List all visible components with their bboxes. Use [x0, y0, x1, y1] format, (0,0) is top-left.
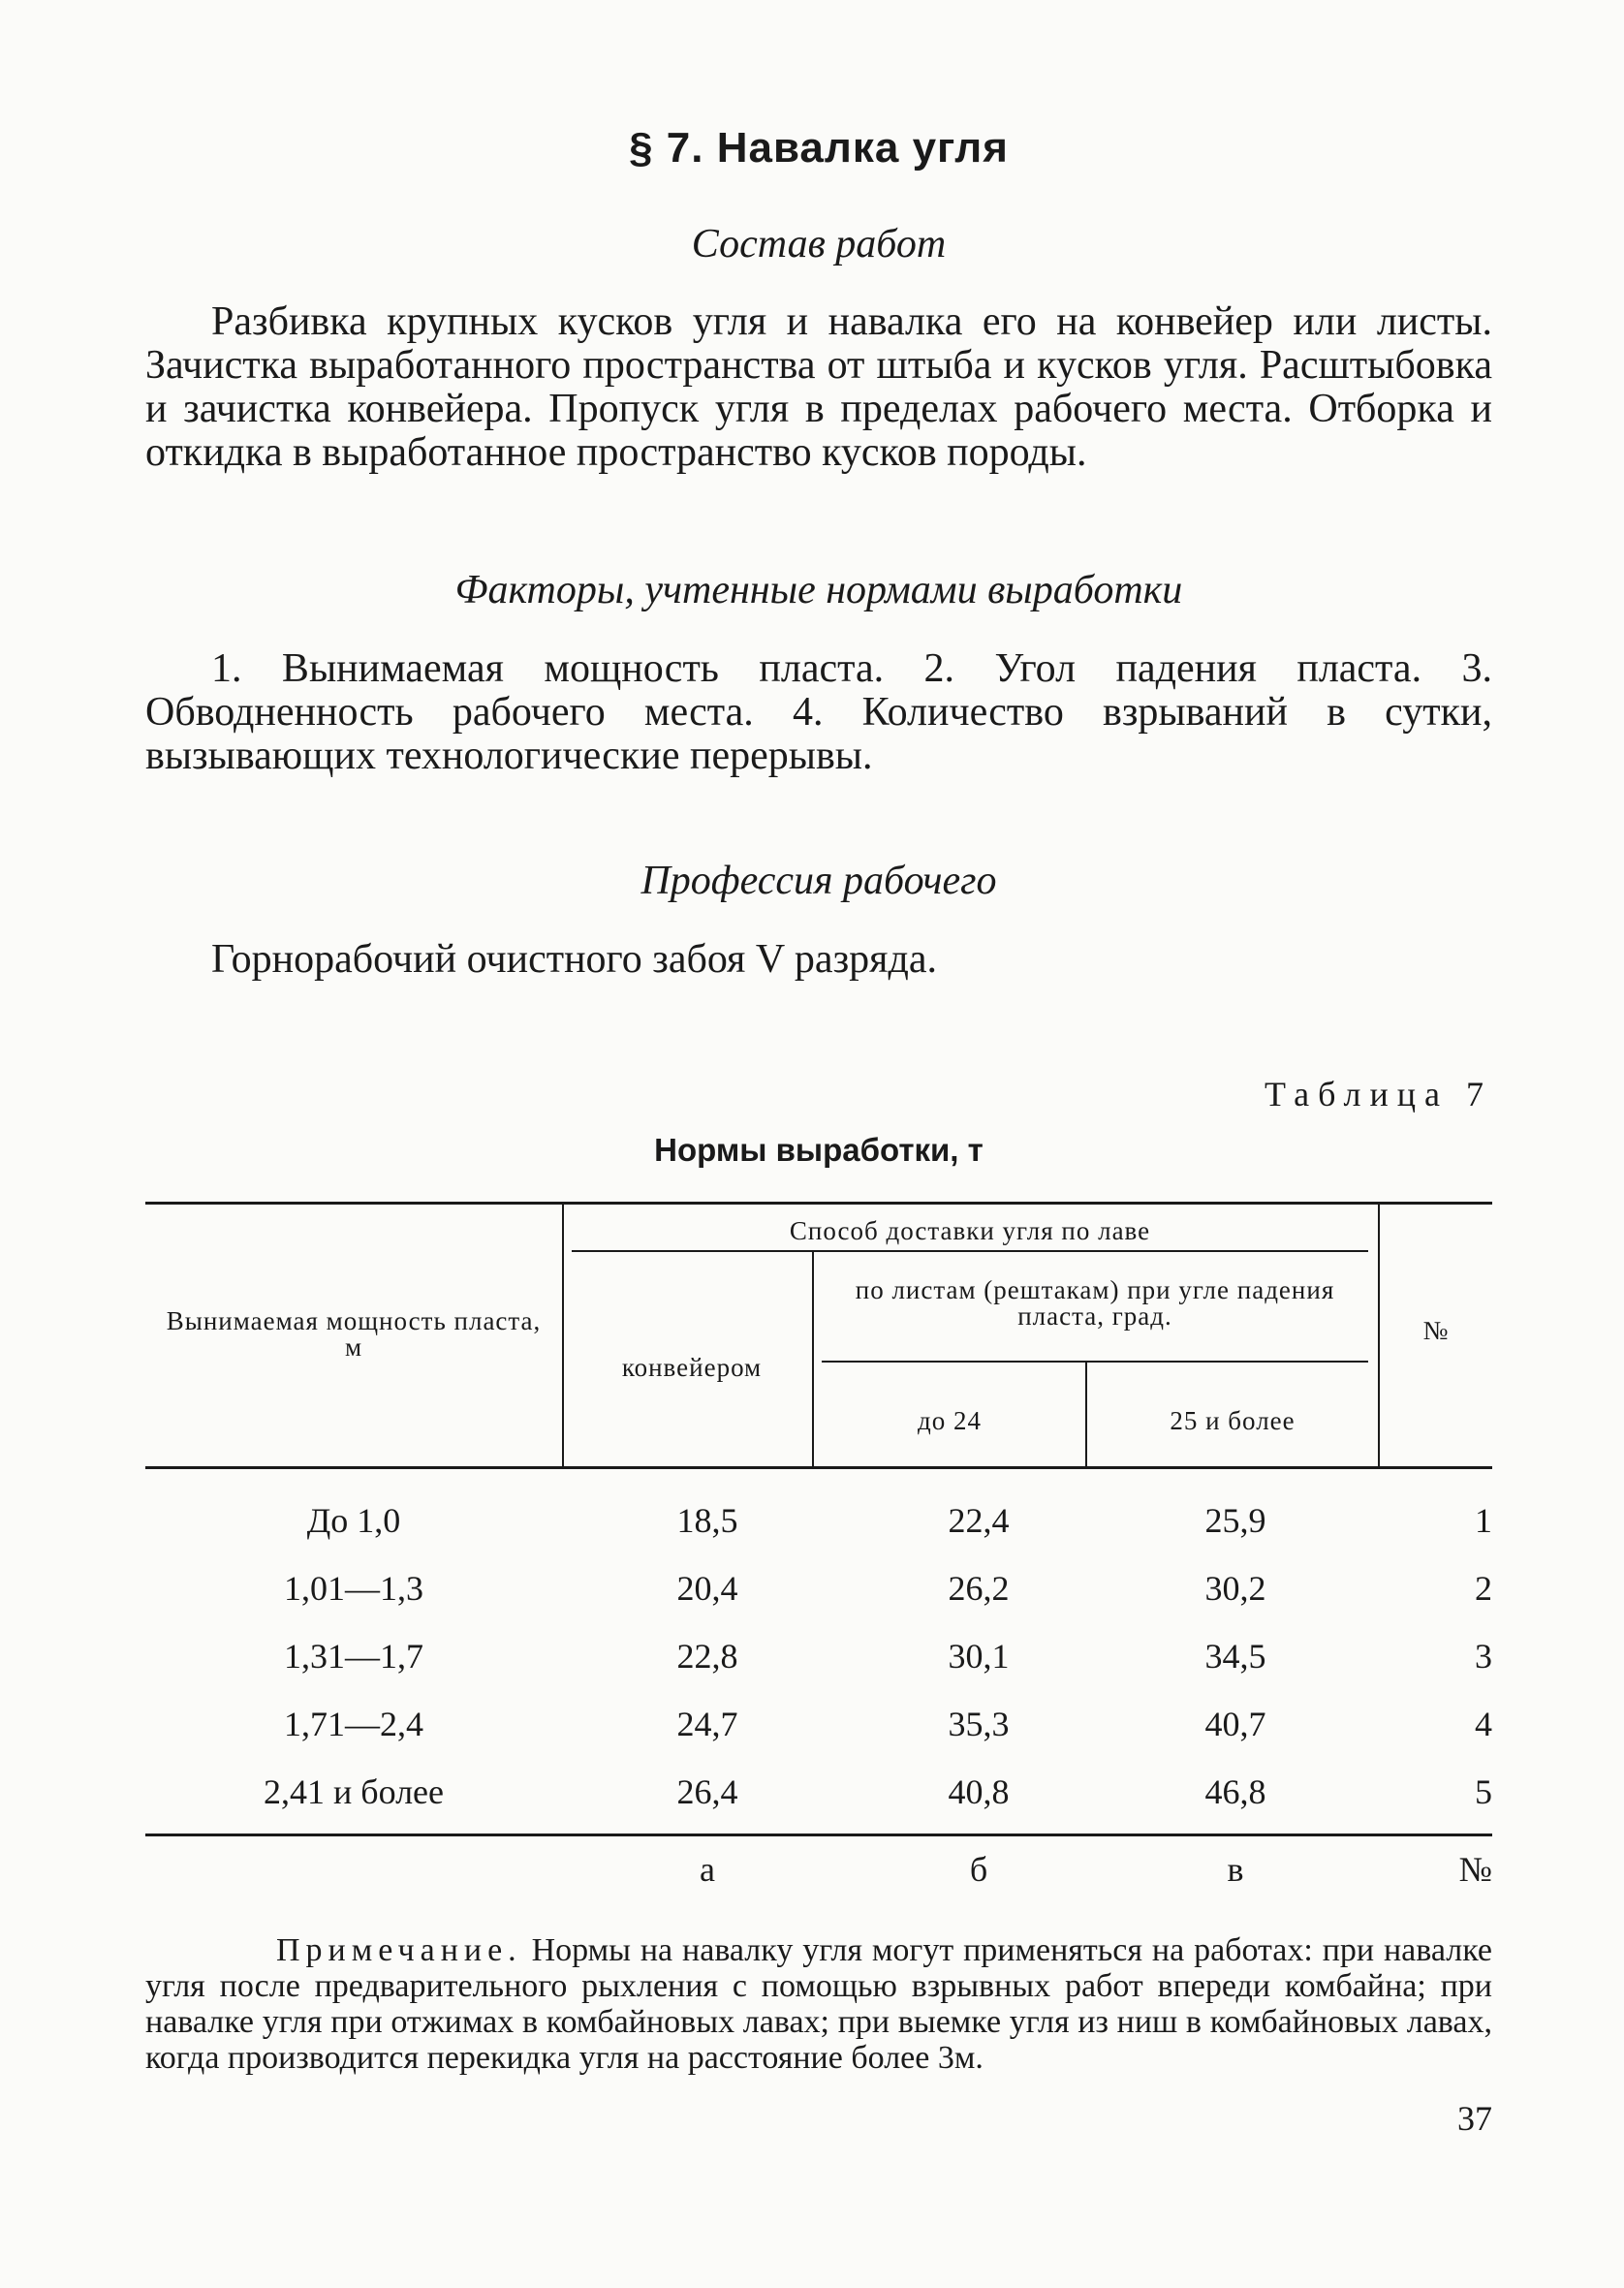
- cell-num: 1: [1475, 1501, 1492, 1540]
- header-rule: [822, 1361, 1368, 1363]
- header-thickness: Вынимаемая мощность пласта, м: [166, 1306, 542, 1362]
- composition-heading: Состав работ: [691, 222, 947, 266]
- cell-thickness: 1,71—2,4: [284, 1705, 423, 1743]
- footer-num: №: [1458, 1850, 1492, 1889]
- note-text: Нормы на навалку угля могут применяться на работах: при навалке угля после предварительного рыхления с помощью взрывных работ впереди комбайна; при навалке угля при отжимах в комбайновых лавах; при выемке угля из ниш в комбайновых лавах, когда производится перекидка угля на расстояние более 3м.: [145, 1932, 1493, 2076]
- header-sheets: по листам (рештакам) при угле падения пласта, град.: [855, 1275, 1335, 1331]
- cell-upto24: 30,1: [948, 1637, 1010, 1676]
- header-conveyor: конвейером: [621, 1353, 763, 1382]
- profession-heading: Профессия рабочего: [640, 859, 997, 903]
- cell-thickness: 1,31—1,7: [284, 1637, 423, 1676]
- header-from25: 25 и более: [1170, 1406, 1296, 1435]
- factors-text: 1. Вынимаемая мощность пласта. 2. Угол падения пласта. 3. Обводненность рабочего места. 4. Количество взрываний в сутки, вызывающих технологические перерывы.: [145, 646, 1492, 778]
- cell-thickness: 1,01—1,3: [284, 1569, 423, 1608]
- table-caption: Нормы выработки, т: [654, 1132, 984, 1168]
- cell-num: 3: [1475, 1637, 1492, 1676]
- cell-conveyor: 18,5: [676, 1501, 738, 1540]
- header-divider: [562, 1205, 564, 1466]
- note-label: Примечание.: [276, 1932, 522, 1968]
- footer-a: а: [700, 1850, 715, 1889]
- header-rule: [572, 1250, 1368, 1252]
- composition-text: Разбивка крупных кусков угля и навалка его на конвейер или листы. Зачистка выработанного пространства от штыба и кусков угля. Расштыбовка и зачистка конвейера. Пропуск угля в пределах рабочего места. Отборка и откидка в выработанное пространство кусков породы.: [145, 299, 1492, 475]
- footer-b: б: [969, 1850, 988, 1889]
- table-number: Таблица 7: [1265, 1075, 1492, 1113]
- cell-upto24: 26,2: [948, 1569, 1010, 1608]
- cell-from25: 34,5: [1204, 1637, 1266, 1676]
- header-bottom-rule: [145, 1466, 1492, 1469]
- profession-text: Горнорабочий очистного забоя V разряда.: [211, 937, 937, 982]
- page-number: 37: [1457, 2099, 1492, 2138]
- cell-from25: 46,8: [1204, 1772, 1266, 1811]
- cell-num: 4: [1475, 1705, 1492, 1743]
- cell-thickness: До 1,0: [306, 1501, 401, 1540]
- factors-heading: Факторы, учтенные нормами выработки: [454, 568, 1183, 612]
- table-row: [145, 1568, 1492, 1636]
- header-num: №: [1422, 1316, 1450, 1345]
- cell-from25: 25,9: [1204, 1501, 1266, 1540]
- table-row: [145, 1500, 1492, 1568]
- table-top-rule: [145, 1202, 1492, 1205]
- table-note: [145, 1932, 1492, 2076]
- table-row: [145, 1636, 1492, 1704]
- document-page: [145, 0, 1492, 2288]
- header-method: Способ доставки угля по лаве: [789, 1216, 1151, 1245]
- cell-conveyor: 22,8: [676, 1637, 738, 1676]
- cell-conveyor: 26,4: [676, 1772, 738, 1811]
- cell-conveyor: 24,7: [676, 1705, 738, 1743]
- footer-c: в: [1227, 1850, 1244, 1889]
- cell-thickness: 2,41 и более: [263, 1772, 445, 1811]
- cell-from25: 40,7: [1204, 1705, 1266, 1743]
- cell-conveyor: 20,4: [676, 1569, 738, 1608]
- section-title: § 7. Навалка угля: [629, 124, 1009, 172]
- cell-num: 2: [1475, 1569, 1492, 1608]
- cell-from25: 30,2: [1204, 1569, 1266, 1608]
- cell-upto24: 40,8: [948, 1772, 1010, 1811]
- table-row: [145, 1771, 1492, 1839]
- cell-upto24: 35,3: [948, 1705, 1010, 1743]
- table-bottom-rule: [145, 1834, 1492, 1836]
- table-row: [145, 1704, 1492, 1771]
- header-upto24: до 24: [918, 1406, 982, 1435]
- cell-upto24: 22,4: [948, 1501, 1010, 1540]
- cell-num: 5: [1475, 1772, 1492, 1811]
